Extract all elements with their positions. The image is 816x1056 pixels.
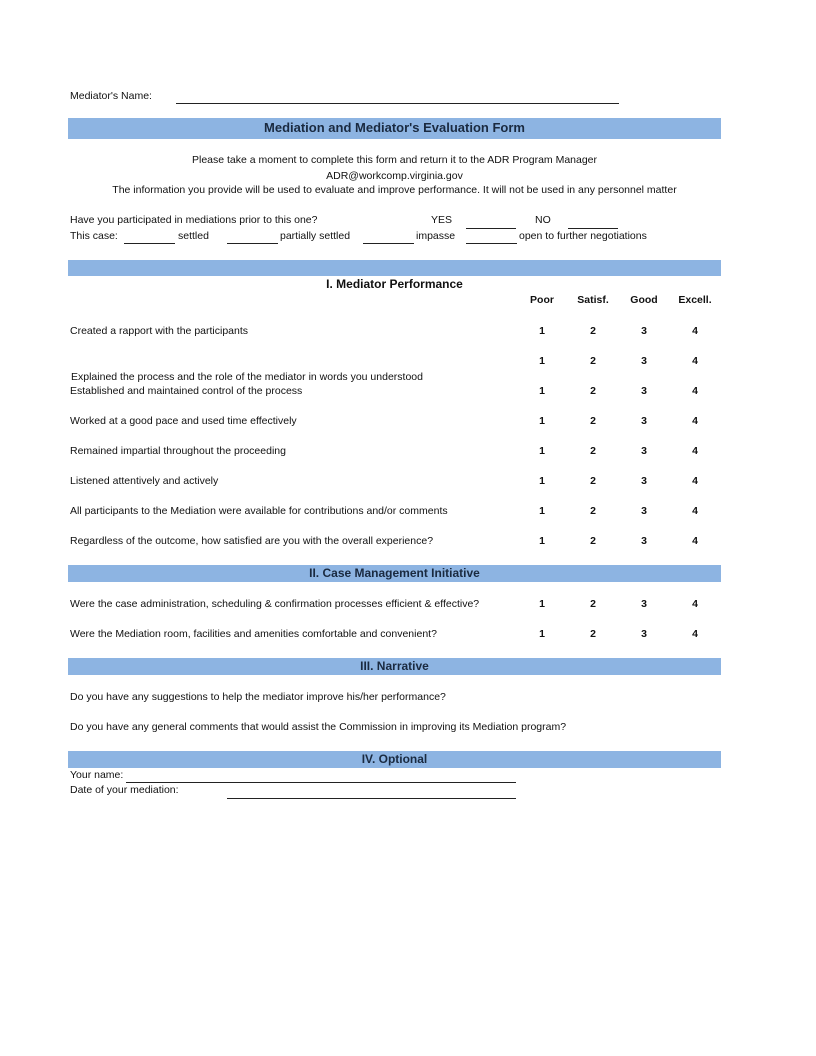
rating-2[interactable]: 2 bbox=[590, 628, 596, 640]
rating-1[interactable]: 1 bbox=[539, 475, 545, 487]
rating-4[interactable]: 4 bbox=[692, 628, 698, 640]
rating-4[interactable]: 4 bbox=[692, 505, 698, 517]
mediation-date-label: Date of your mediation: bbox=[70, 784, 179, 796]
prior-question: Have you participated in mediations prior to this one? bbox=[70, 214, 318, 226]
rating-1[interactable]: 1 bbox=[539, 415, 545, 427]
rating-3[interactable]: 3 bbox=[641, 415, 647, 427]
rating-header-satisf: Satisf. bbox=[577, 294, 609, 306]
yes-field[interactable] bbox=[466, 228, 516, 229]
section1-title: I. Mediator Performance bbox=[326, 277, 463, 291]
question-participants: All participants to the Mediation were available for contributions and/or comments bbox=[70, 505, 448, 517]
settled-label: settled bbox=[178, 230, 209, 242]
section2-title: II. Case Management Initiative bbox=[309, 566, 480, 580]
rating-header-poor: Poor bbox=[530, 294, 554, 306]
partially-settled-label: partially settled bbox=[280, 230, 351, 242]
rating-3[interactable]: 3 bbox=[641, 385, 647, 397]
rating-1[interactable]: 1 bbox=[539, 385, 545, 397]
case-label: This case: bbox=[70, 230, 118, 242]
rating-2[interactable]: 2 bbox=[590, 535, 596, 547]
section-band-blank bbox=[68, 260, 721, 276]
section3-band bbox=[68, 658, 721, 675]
rating-4[interactable]: 4 bbox=[692, 475, 698, 487]
question-suggestions: Do you have any suggestions to help the mediator improve his/her performance? bbox=[70, 691, 446, 703]
your-name-field[interactable] bbox=[126, 782, 516, 783]
section3-title: III. Narrative bbox=[360, 659, 429, 673]
rating-4[interactable]: 4 bbox=[692, 385, 698, 397]
rating-3[interactable]: 3 bbox=[641, 535, 647, 547]
rating-1[interactable]: 1 bbox=[539, 505, 545, 517]
question-pace: Worked at a good pace and used time effectively bbox=[70, 415, 297, 427]
rating-1[interactable]: 1 bbox=[539, 598, 545, 610]
open-negotiations-field[interactable] bbox=[466, 243, 517, 244]
rating-4[interactable]: 4 bbox=[692, 415, 698, 427]
rating-1[interactable]: 1 bbox=[539, 355, 545, 367]
rating-3[interactable]: 3 bbox=[641, 628, 647, 640]
section4-band bbox=[68, 751, 721, 768]
rating-header-excell: Excell. bbox=[678, 294, 712, 306]
rating-4[interactable]: 4 bbox=[692, 355, 698, 367]
question-explained-process: Explained the process and the role of the mediator in words you understood bbox=[71, 371, 423, 383]
rating-3[interactable]: 3 bbox=[641, 325, 647, 337]
rating-2[interactable]: 2 bbox=[590, 415, 596, 427]
rating-4[interactable]: 4 bbox=[692, 598, 698, 610]
disclaimer-text: The information you provide will be used to evaluate and improve performance. It will not be used in any personnel matter bbox=[112, 184, 677, 196]
rating-4[interactable]: 4 bbox=[692, 445, 698, 457]
question-case-administration: Were the case administration, scheduling & confirmation processes efficient & effective? bbox=[70, 598, 480, 610]
rating-2[interactable]: 2 bbox=[590, 355, 596, 367]
rating-header-good: Good bbox=[630, 294, 658, 306]
question-control: Established and maintained control of the process bbox=[70, 385, 303, 397]
rating-1[interactable]: 1 bbox=[539, 628, 545, 640]
rating-3[interactable]: 3 bbox=[641, 598, 647, 610]
yes-label: YES bbox=[431, 214, 453, 226]
rating-2[interactable]: 2 bbox=[590, 475, 596, 487]
section2-band bbox=[68, 565, 721, 582]
no-label: NO bbox=[535, 214, 551, 226]
rating-1[interactable]: 1 bbox=[539, 445, 545, 457]
impasse-label: impasse bbox=[416, 230, 456, 242]
impasse-field[interactable] bbox=[363, 243, 414, 244]
question-listened: Listened attentively and actively bbox=[70, 475, 219, 487]
open-negotiations-label: open to further negotiations bbox=[519, 230, 647, 242]
rating-1[interactable]: 1 bbox=[539, 325, 545, 337]
settled-field[interactable] bbox=[124, 243, 175, 244]
no-field[interactable] bbox=[568, 228, 618, 229]
rating-3[interactable]: 3 bbox=[641, 505, 647, 517]
rating-3[interactable]: 3 bbox=[641, 355, 647, 367]
question-facilities: Were the Mediation room, facilities and amenities comfortable and convenient? bbox=[70, 628, 437, 640]
rating-2[interactable]: 2 bbox=[590, 325, 596, 337]
title-band bbox=[68, 118, 721, 139]
form-title: Mediation and Mediator's Evaluation Form bbox=[264, 120, 525, 135]
mediator-name-label: Mediator's Name: bbox=[70, 90, 152, 102]
rating-4[interactable]: 4 bbox=[692, 535, 698, 547]
rating-3[interactable]: 3 bbox=[641, 475, 647, 487]
rating-3[interactable]: 3 bbox=[641, 445, 647, 457]
rating-2[interactable]: 2 bbox=[590, 385, 596, 397]
your-name-label: Your name: bbox=[70, 769, 124, 781]
mediator-name-field[interactable] bbox=[176, 103, 619, 104]
rating-2[interactable]: 2 bbox=[590, 505, 596, 517]
question-rapport: Created a rapport with the participants bbox=[70, 325, 249, 337]
rating-4[interactable]: 4 bbox=[692, 325, 698, 337]
rating-2[interactable]: 2 bbox=[590, 445, 596, 457]
section4-title: IV. Optional bbox=[361, 752, 428, 766]
question-general-comments: Do you have any general comments that would assist the Commission in improving its Mediation program? bbox=[70, 721, 567, 733]
instruction-text: Please take a moment to complete this form and return it to the ADR Program Manager bbox=[191, 154, 598, 166]
partially-settled-field[interactable] bbox=[227, 243, 278, 244]
rating-2[interactable]: 2 bbox=[590, 598, 596, 610]
rating-1[interactable]: 1 bbox=[539, 535, 545, 547]
email-address: ADR@workcomp.virginia.gov bbox=[326, 170, 463, 182]
question-overall: Regardless of the outcome, how satisfied are you with the overall experience? bbox=[70, 535, 434, 547]
mediation-date-field[interactable] bbox=[227, 798, 516, 799]
question-impartial: Remained impartial throughout the proceeding bbox=[70, 445, 286, 457]
